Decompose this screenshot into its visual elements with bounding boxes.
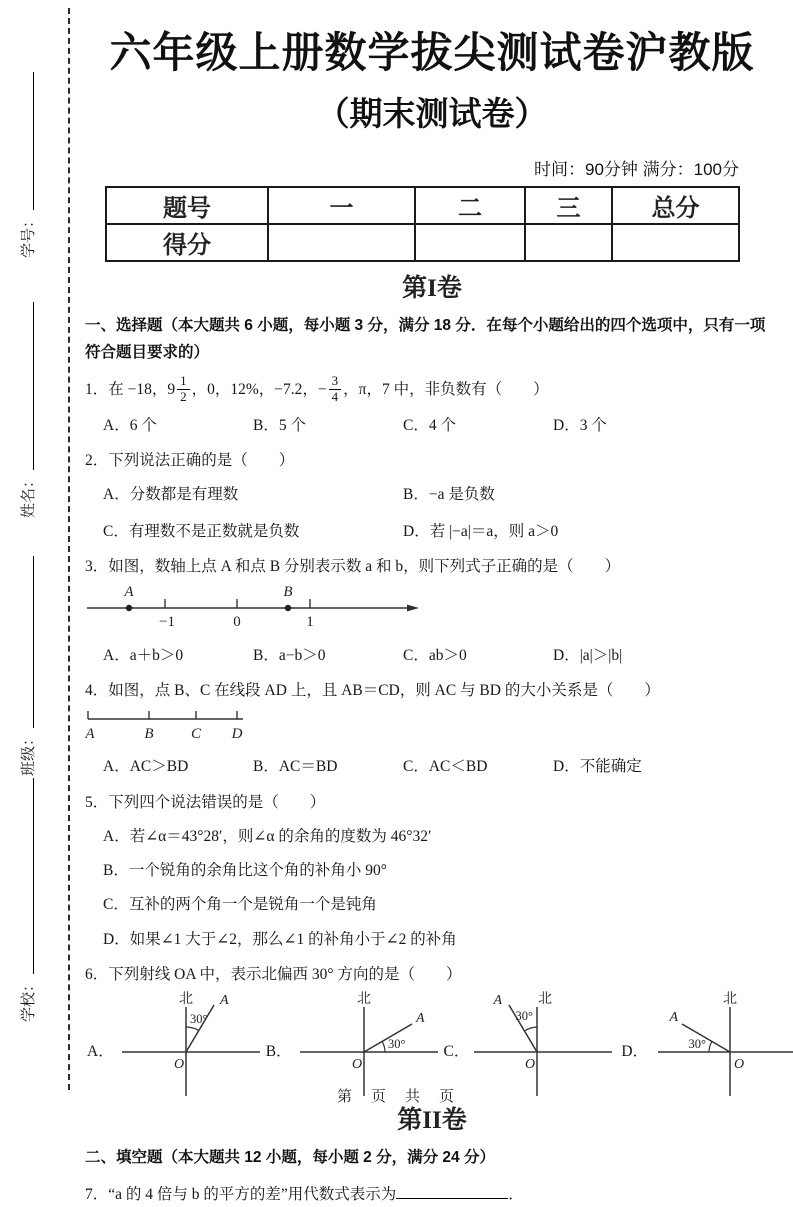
option-b: B．一个锐角的余角比这个角的补角小 90°: [103, 862, 387, 880]
score-empty-cell: [268, 224, 415, 261]
score-row-label: 得分: [106, 224, 268, 261]
score-header-cell: 题号: [106, 187, 268, 224]
origin-label: O: [351, 1057, 362, 1073]
option-d: D．|a|＞|b|: [553, 646, 623, 664]
answer-blank-line: [396, 1184, 508, 1199]
question-3-options: [103, 644, 779, 667]
class-field: [16, 556, 38, 776]
option-d-letter: D．: [621, 1043, 649, 1061]
option-b: B．−a 是负数: [403, 485, 495, 503]
angle-arc: [525, 1027, 538, 1031]
option-b: B．a−b＞0: [253, 646, 326, 664]
fraction-three-fourths: $\frac{3}{4}$: [329, 374, 342, 405]
angle-label: 30°: [387, 1037, 406, 1052]
student-id-blank-line: [33, 72, 34, 210]
question-4: [85, 679, 779, 779]
angle-arc: [186, 1027, 199, 1030]
origin-label: O: [173, 1057, 184, 1073]
question-6: [85, 963, 779, 1098]
seal-dashed-line: [68, 8, 70, 1090]
compass-diagram-a: [114, 990, 266, 1098]
section2-heading: 二、填空题（本大题共 12 小题，每小题 2 分，满分 24 分）: [85, 1149, 495, 1167]
question-4-text: 4．如图，点 B、C 在线段 AD 上，且 AB＝CD，则 AC 与 BD 的大小关系是（ ）: [85, 681, 660, 699]
section1-heading: 一、选择题（本大题共 6 小题，每小题 3 分，满分 18 分．在每个小题给出的四个选项中，只有一项符合题目要求的）: [85, 317, 766, 362]
option-c: C．4 个: [403, 417, 456, 435]
number-line-diagram: [85, 584, 779, 641]
part1-title: 第I卷: [402, 275, 462, 302]
question-1-options: [103, 414, 779, 437]
question-3: [85, 555, 779, 667]
point-b-dot: [285, 605, 291, 611]
student-name-blank-line: [33, 302, 34, 470]
segment-b-label: B: [144, 726, 154, 743]
compass-option-b: [266, 990, 444, 1098]
option-b: B．5 个: [253, 417, 306, 435]
part2-title: 第II卷: [397, 1107, 467, 1135]
question-5: [85, 791, 779, 951]
tick-neg1-label: −1: [159, 614, 175, 631]
compass-diagram-c: [469, 990, 621, 1098]
point-b-label: B: [283, 584, 293, 601]
school-blank-line: [33, 778, 34, 974]
compass-option-d: [621, 990, 793, 1098]
student-id-field: [16, 72, 38, 258]
segment-d-label: D: [231, 726, 243, 743]
class-blank-line: [33, 556, 34, 728]
option-a: A．AC＞BD: [103, 758, 189, 776]
class-label: 班级：: [21, 730, 37, 776]
option-c: C．AC＜BD: [403, 758, 488, 776]
point-a-label: A: [124, 584, 134, 601]
north-label: 北: [723, 992, 738, 1008]
north-label: 北: [356, 992, 371, 1008]
score-empty-cell: [525, 224, 612, 261]
question-2-options: [103, 483, 779, 544]
option-b: B．AC＝BD: [253, 758, 338, 776]
question-6-text: 6．下列射线 OA 中，表示北偏西 30° 方向的是（ ）: [85, 965, 462, 983]
question-6-diagrams: [87, 990, 779, 1098]
score-table-header-row: [106, 187, 739, 224]
option-a-letter: A．: [87, 1043, 114, 1061]
option-d: D．如果∠1 大于∠2，那么∠1 的补角小于∠2 的补角: [103, 930, 457, 948]
tick-one-label: 1: [306, 614, 314, 631]
option-d: D．若 |−a|＝a，则 a＞0: [403, 522, 559, 540]
score-empty-cell: [415, 224, 525, 261]
paper-subtitle: （期末测试卷）: [316, 95, 548, 132]
page-footer: 第 页 共 页: [336, 1089, 456, 1105]
option-c: C．互补的两个角一个是锐角一个是钝角: [103, 896, 377, 914]
question-7: [85, 1183, 779, 1206]
point-a-label: A: [219, 993, 229, 1009]
student-id-label: 学号：: [21, 212, 37, 258]
school-label: 学校：: [21, 976, 37, 1022]
question-1: [85, 374, 779, 437]
score-table-score-row: [106, 224, 739, 261]
exam-paper: [85, 0, 779, 1207]
point-a-label: A: [415, 1011, 425, 1027]
option-d: D．3 个: [553, 417, 607, 435]
option-a: A．6 个: [103, 417, 157, 435]
paper-title: 六年级上册数学拔尖测试卷沪教版: [109, 29, 755, 76]
option-c-letter: C．: [443, 1043, 470, 1061]
score-header-cell: 总分: [612, 187, 739, 224]
option-c: C．ab＞0: [403, 646, 467, 664]
angle-label: 30°: [688, 1037, 707, 1052]
point-a-dot: [126, 605, 132, 611]
angle-label: 30°: [189, 1012, 208, 1027]
tick-zero-label: 0: [233, 614, 241, 631]
option-a: A．若∠α＝43°28′，则∠α 的余角的度数为 46°32′: [103, 827, 432, 845]
angle-arc: [709, 1042, 712, 1053]
segment-c-label: C: [190, 726, 202, 743]
compass-option-c: [444, 990, 622, 1098]
compass-option-a: [87, 990, 266, 1098]
question-3-text: 3．如图，数轴上点 A 和点 B 分别表示数 a 和 b，则下列式子正确的是（ ）: [85, 558, 621, 576]
question-5-text: 5．下列四个说法错误的是（ ）: [85, 793, 326, 811]
question-7-text: 7．“a 的 4 倍与 b 的平方的差”用代数式表示为 ．: [85, 1186, 524, 1204]
origin-label: O: [734, 1057, 745, 1073]
option-a: A．a＋b＞0: [103, 646, 184, 664]
question-1-text: 1．在 −18，9 $\frac{1}{2}$ ，0，12%，−7.2，− $\frac{3}{4}$ ，π，7 中，非负数有（ ）: [85, 373, 549, 405]
compass-diagram-b: [292, 990, 444, 1098]
option-b-letter: B．: [265, 1043, 292, 1061]
fraction-one-half: $\frac{1}{2}$: [177, 374, 190, 405]
angle-label: 30°: [515, 1009, 534, 1024]
option-d: D．不能确定: [553, 758, 642, 776]
angle-arc: [382, 1042, 385, 1053]
axis-arrow: [407, 605, 419, 612]
compass-diagram-d: [648, 990, 793, 1098]
time-score-info: 时间：90分钟 满分：100分: [534, 160, 739, 179]
segment-diagram: [85, 708, 779, 753]
point-a-label: A: [669, 1010, 679, 1026]
student-name-field: [16, 302, 38, 518]
point-a-label: A: [493, 993, 503, 1009]
north-label: 北: [538, 992, 553, 1008]
student-name-label: 姓名：: [21, 472, 37, 518]
north-label: 北: [178, 992, 193, 1008]
score-table: [105, 186, 740, 262]
segment-a-label: A: [85, 726, 95, 743]
score-header-cell: 一: [268, 187, 415, 224]
score-empty-cell: [612, 224, 739, 261]
score-header-cell: 三: [525, 187, 612, 224]
score-header-cell: 二: [415, 187, 525, 224]
question-2: [85, 449, 779, 543]
option-a: A．分数都是有理数: [103, 485, 239, 503]
question-2-text: 2．下列说法正确的是（ ）: [85, 452, 295, 470]
question-4-options: [103, 755, 779, 778]
school-field: [16, 778, 38, 1022]
option-c: C．有理数不是正数就是负数: [103, 522, 300, 540]
origin-label: O: [525, 1057, 536, 1073]
